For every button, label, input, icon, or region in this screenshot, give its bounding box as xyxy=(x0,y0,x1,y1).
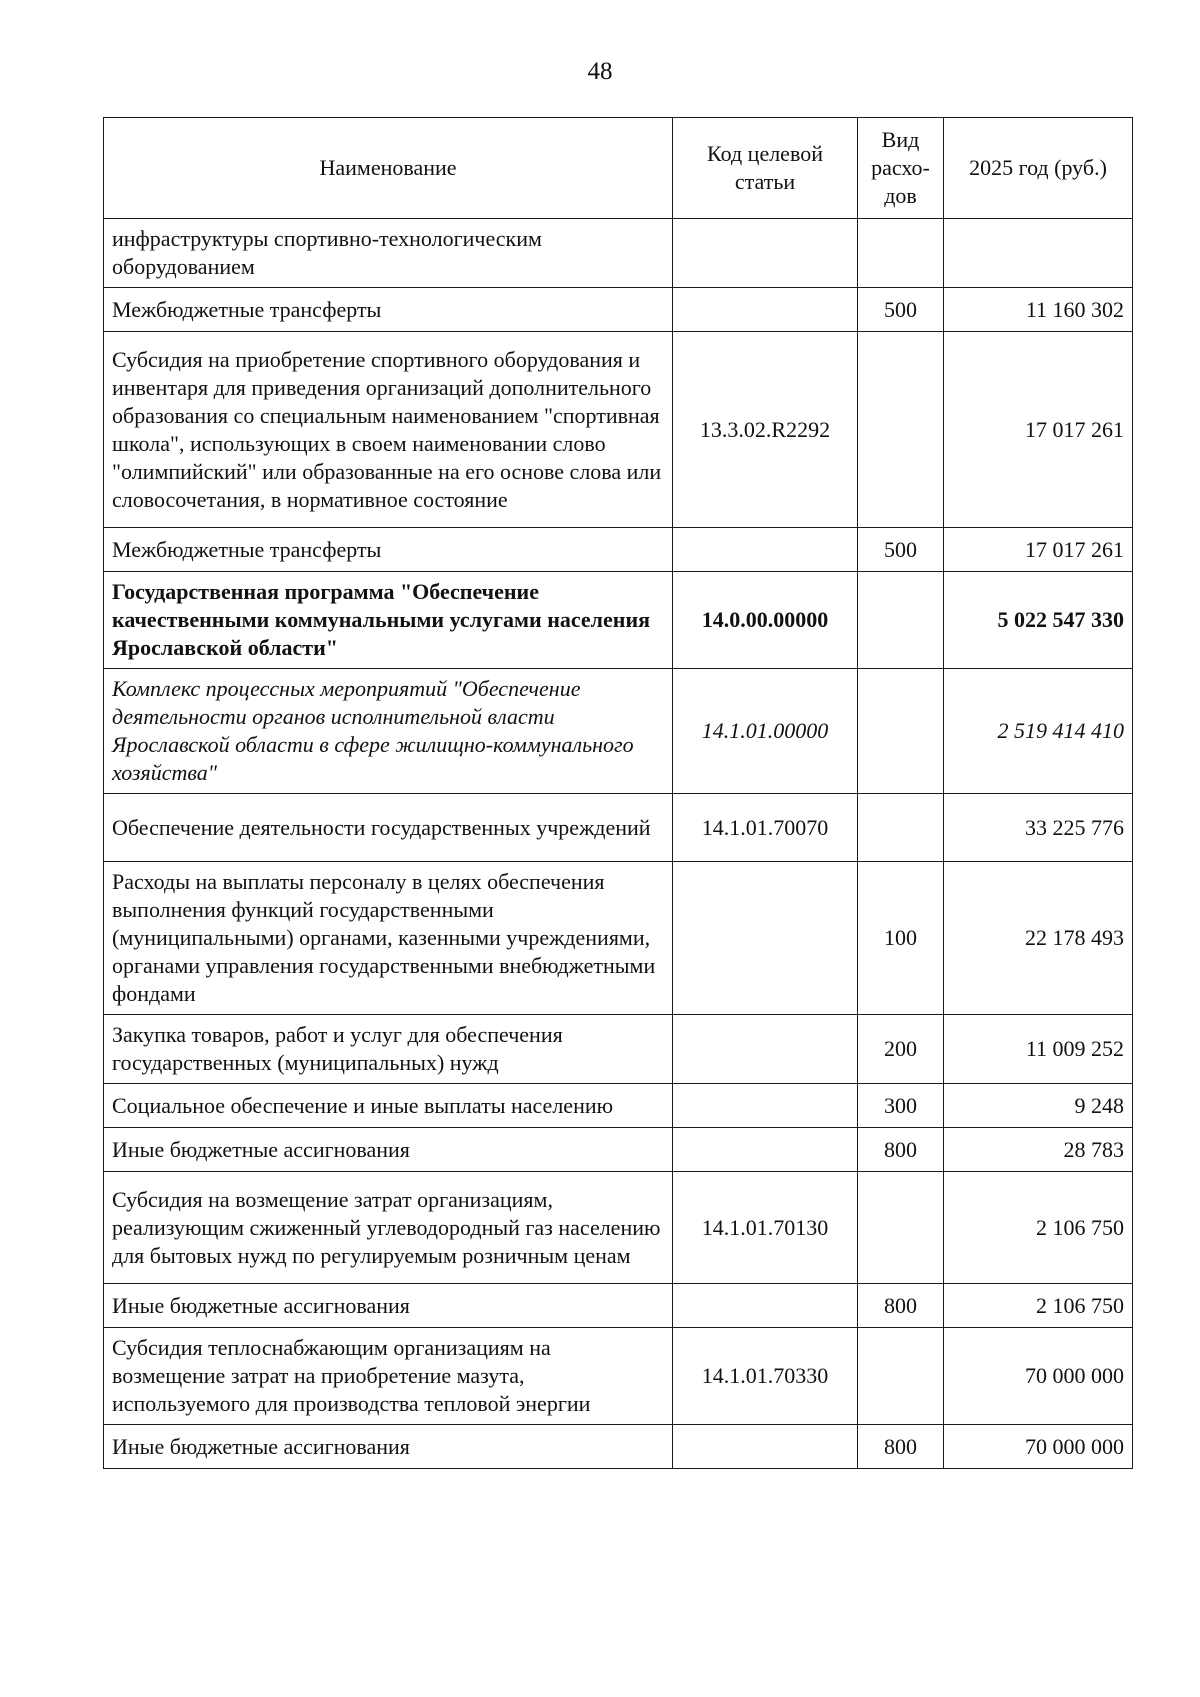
row-amount-cell: 70 000 000 xyxy=(944,1328,1133,1425)
table-row xyxy=(104,669,1133,794)
row-name-cell: Межбюджетные трансферты xyxy=(104,528,673,572)
row-code-cell xyxy=(673,1284,858,1328)
row-name-cell: инфраструктуры спортивно-технологическим оборудованием xyxy=(104,219,673,288)
row-amount-cell: 28 783 xyxy=(944,1128,1133,1172)
row-type-cell xyxy=(858,1328,944,1425)
row-code-cell: 14.1.01.70330 xyxy=(673,1328,858,1425)
row-type-cell: 800 xyxy=(858,1128,944,1172)
row-name-cell: Обеспечение деятельности государственных учреждений xyxy=(104,794,673,862)
row-name-cell: Субсидия на приобретение спортивного оборудования и инвентаря для приведения организаций дополнительного образования со специальным наименованием "спортивная школа", использующих в своем наименовании слово "олимпийский" или образованные на его основе слова или словосочетания, в нормативное состояние xyxy=(104,332,673,528)
header-type: Вид расхо-дов xyxy=(858,118,944,219)
row-amount-cell: 11 160 302 xyxy=(944,288,1133,332)
header-name: Наименование xyxy=(104,118,673,219)
table-row xyxy=(104,1328,1133,1425)
row-name-cell: Субсидия теплоснабжающим организациям на возмещение затрат на приобретение мазута, используемого для производства тепловой энергии xyxy=(104,1328,673,1425)
table-row xyxy=(104,1425,1133,1469)
header-amount: 2025 год (руб.) xyxy=(944,118,1133,219)
row-code-cell xyxy=(673,1015,858,1084)
row-name-cell: Иные бюджетные ассигнования xyxy=(104,1284,673,1328)
row-code-cell: 14.1.01.70070 xyxy=(673,794,858,862)
table-row xyxy=(104,862,1133,1015)
row-amount-cell: 33 225 776 xyxy=(944,794,1133,862)
row-name-cell: Расходы на выплаты персоналу в целях обеспечения выполнения функций государственными (муниципальными) органами, казенными учреждениями, органами управления государственными внебюджетными фондами xyxy=(104,862,673,1015)
row-code-cell xyxy=(673,219,858,288)
row-type-cell xyxy=(858,332,944,528)
table-row xyxy=(104,288,1133,332)
table-row xyxy=(104,332,1133,528)
row-code-cell xyxy=(673,288,858,332)
row-type-cell xyxy=(858,794,944,862)
row-amount-cell: 17 017 261 xyxy=(944,332,1133,528)
row-code-cell xyxy=(673,1425,858,1469)
row-type-cell: 300 xyxy=(858,1084,944,1128)
row-amount-cell xyxy=(944,219,1133,288)
table-row xyxy=(104,219,1133,288)
row-type-cell: 800 xyxy=(858,1284,944,1328)
row-amount-cell: 9 248 xyxy=(944,1084,1133,1128)
row-type-cell: 200 xyxy=(858,1015,944,1084)
table-row xyxy=(104,1284,1133,1328)
budget-table xyxy=(103,117,1133,1469)
row-amount-cell: 70 000 000 xyxy=(944,1425,1133,1469)
row-amount-cell: 5 022 547 330 xyxy=(944,572,1133,669)
row-type-cell: 500 xyxy=(858,288,944,332)
table-header-row xyxy=(104,118,1133,219)
page-number: 48 xyxy=(587,58,613,85)
row-type-cell: 100 xyxy=(858,862,944,1015)
row-amount-cell: 17 017 261 xyxy=(944,528,1133,572)
row-code-cell: 14.0.00.00000 xyxy=(673,572,858,669)
row-code-cell: 14.1.01.70130 xyxy=(673,1172,858,1284)
row-name-cell: Комплекс процессных мероприятий "Обеспечение деятельности органов исполнительной власти Ярославской области в сфере жилищно-коммунального хозяйства" xyxy=(104,669,673,794)
row-amount-cell: 2 519 414 410 xyxy=(944,669,1133,794)
row-name-cell: Иные бюджетные ассигнования xyxy=(104,1425,673,1469)
row-code-cell: 13.3.02.R2292 xyxy=(673,332,858,528)
row-name-cell: Иные бюджетные ассигнования xyxy=(104,1128,673,1172)
row-amount-cell: 2 106 750 xyxy=(944,1172,1133,1284)
row-type-cell xyxy=(858,1172,944,1284)
row-amount-cell: 2 106 750 xyxy=(944,1284,1133,1328)
row-name-cell: Государственная программа "Обеспечение качественными коммунальными услугами населения Ярославской области" xyxy=(104,572,673,669)
row-type-cell: 500 xyxy=(858,528,944,572)
row-code-cell: 14.1.01.00000 xyxy=(673,669,858,794)
header-code: Код целевой статьи xyxy=(673,118,858,219)
row-code-cell xyxy=(673,528,858,572)
row-name-cell: Закупка товаров, работ и услуг для обеспечения государственных (муниципальных) нужд xyxy=(104,1015,673,1084)
row-type-cell xyxy=(858,219,944,288)
row-type-cell xyxy=(858,669,944,794)
table-row xyxy=(104,1084,1133,1128)
row-code-cell xyxy=(673,1084,858,1128)
table-row xyxy=(104,1172,1133,1284)
table-row xyxy=(104,794,1133,862)
row-code-cell xyxy=(673,862,858,1015)
row-name-cell: Субсидия на возмещение затрат организациям, реализующим сжиженный углеводородный газ населению для бытовых нужд по регулируемым розничным ценам xyxy=(104,1172,673,1284)
row-amount-cell: 11 009 252 xyxy=(944,1015,1133,1084)
row-name-cell: Социальное обеспечение и иные выплаты населению xyxy=(104,1084,673,1128)
row-code-cell xyxy=(673,1128,858,1172)
table-row xyxy=(104,572,1133,669)
table-row xyxy=(104,528,1133,572)
row-type-cell xyxy=(858,572,944,669)
row-amount-cell: 22 178 493 xyxy=(944,862,1133,1015)
table-row xyxy=(104,1015,1133,1084)
table-row xyxy=(104,1128,1133,1172)
row-type-cell: 800 xyxy=(858,1425,944,1469)
row-name-cell: Межбюджетные трансферты xyxy=(104,288,673,332)
